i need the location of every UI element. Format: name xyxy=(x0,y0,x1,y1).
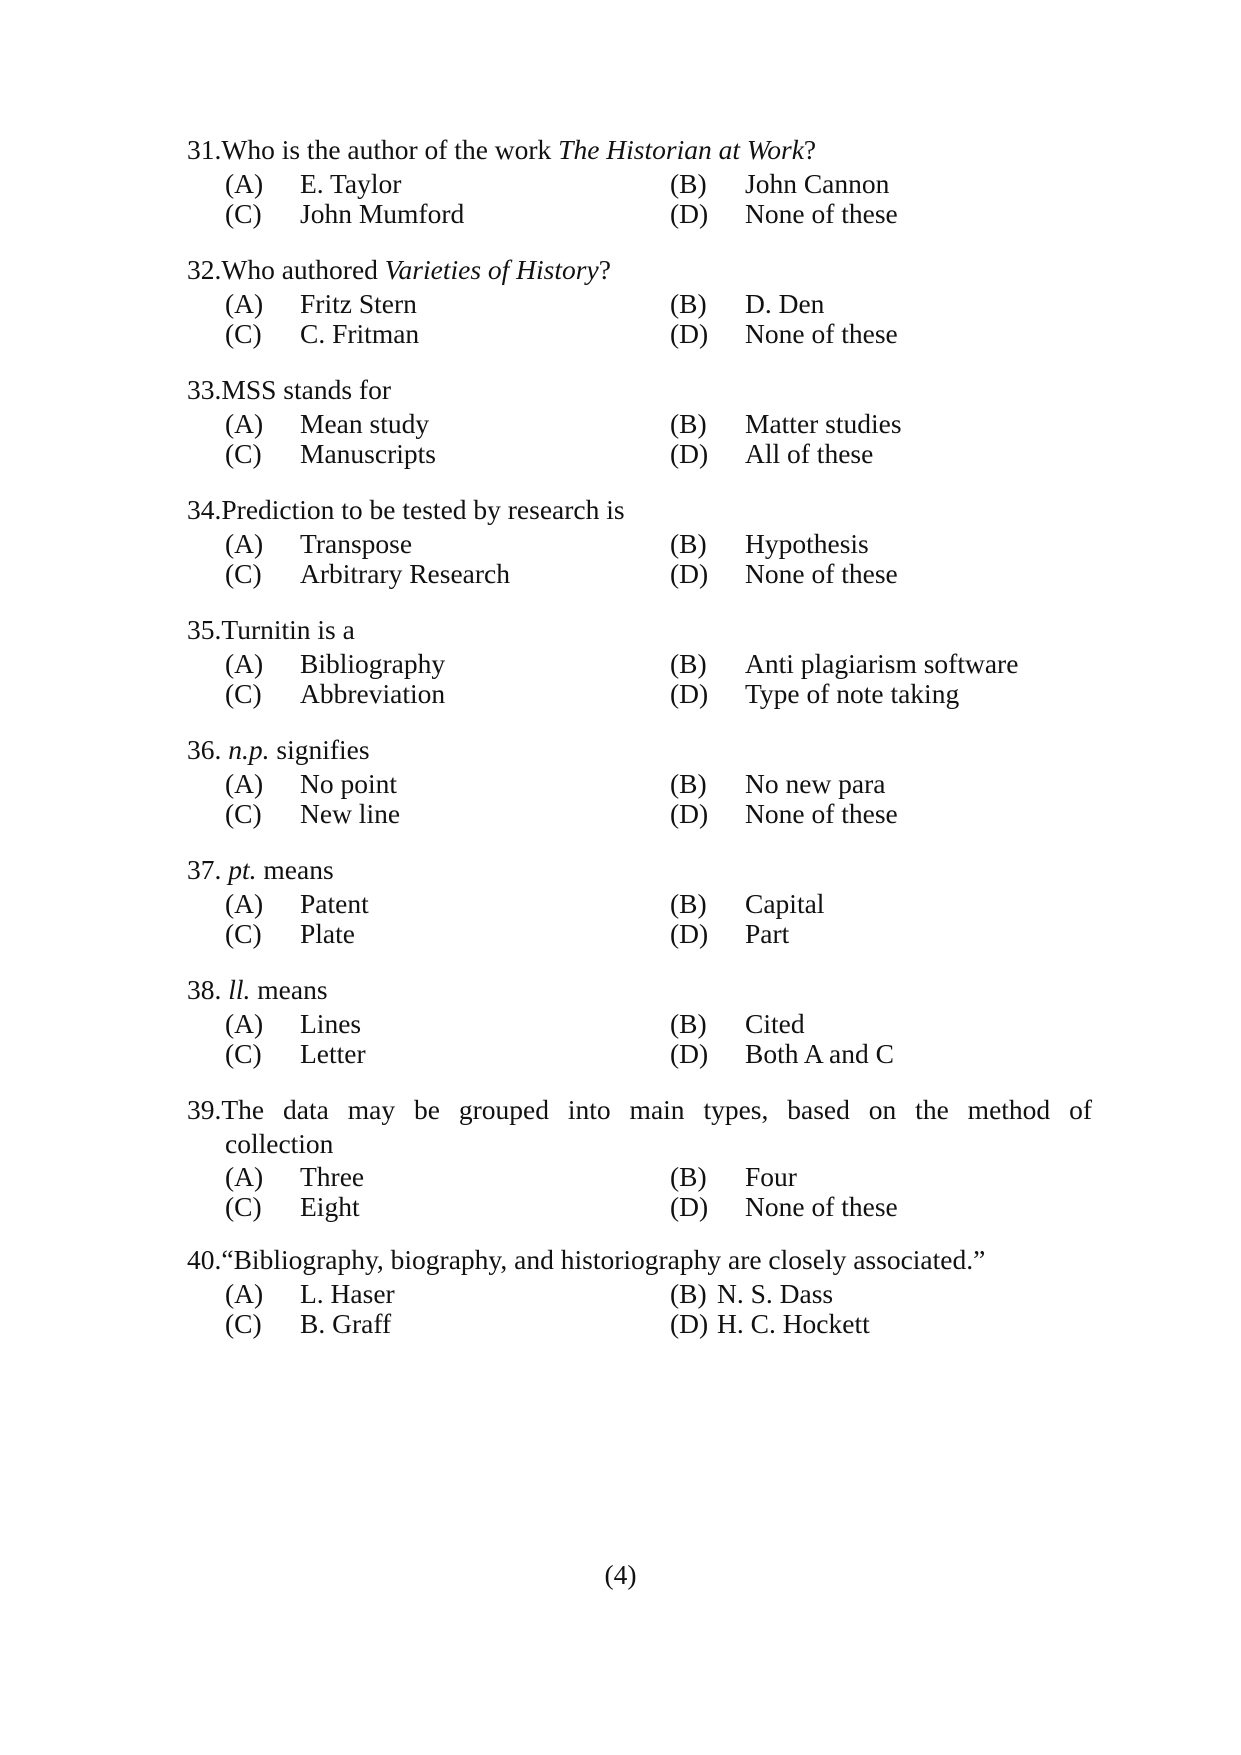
option-letter: (C) xyxy=(225,797,262,829)
question-text-segment: means xyxy=(250,974,328,1005)
option-text: Eight xyxy=(300,1191,360,1223)
option-text: Fritz Stern xyxy=(300,287,417,319)
question-number: 35. xyxy=(187,614,222,645)
question-text-segment: signifies xyxy=(269,734,370,765)
question-stem xyxy=(187,253,1092,287)
question-text xyxy=(228,973,1092,1007)
question-text xyxy=(228,733,1092,767)
question-text-segment: ? xyxy=(598,254,611,285)
option-letter: (C) xyxy=(225,197,262,229)
option-text: None of these xyxy=(745,197,898,229)
option-text: Manuscripts xyxy=(300,437,436,469)
option-letter: (D) xyxy=(670,197,709,229)
option-text: Arbitrary Research xyxy=(300,557,510,589)
question-number: 38. xyxy=(187,974,229,1005)
option-letter: (D) xyxy=(670,1307,709,1339)
option-letter: (D) xyxy=(670,1037,709,1069)
option-letter: (D) xyxy=(670,917,709,949)
question-39 xyxy=(187,1093,1092,1227)
option-text: All of these xyxy=(745,437,874,469)
question-title-italic: n.p. xyxy=(228,734,270,765)
question-text xyxy=(221,613,1092,647)
question-title-italic: The Historian at Work xyxy=(558,134,804,165)
option-text: None of these xyxy=(745,797,898,829)
option-letter: (A) xyxy=(225,1007,264,1039)
question-text-continuation: collection xyxy=(225,1127,334,1159)
option-letter: (B) xyxy=(670,287,707,319)
question-text xyxy=(221,253,1092,287)
question-text-segment: The data may be grouped into main types, based on the method of xyxy=(221,1094,1092,1125)
option-text: John Cannon xyxy=(745,167,890,199)
option-text: Part xyxy=(745,917,790,949)
option-letter: (B) xyxy=(670,1277,707,1309)
option-text: Three xyxy=(300,1161,365,1193)
option-letter: (D) xyxy=(670,317,709,349)
options-grid xyxy=(187,887,1092,954)
option-text: Plate xyxy=(300,917,355,949)
option-letter: (A) xyxy=(225,767,264,799)
options-grid xyxy=(187,647,1092,714)
option-text: Patent xyxy=(300,887,369,919)
question-number: 34. xyxy=(187,494,222,525)
option-text: Anti plagiarism software xyxy=(745,647,1019,679)
option-letter: (A) xyxy=(225,167,264,199)
options-grid xyxy=(187,287,1092,354)
option-text: Abbreviation xyxy=(300,677,446,709)
option-text: None of these xyxy=(745,557,898,589)
option-letter: (B) xyxy=(670,887,707,919)
question-text xyxy=(221,493,1092,527)
option-text: Bibliography xyxy=(300,647,446,679)
question-text-segment: Who authored xyxy=(221,254,385,285)
option-letter: (A) xyxy=(225,1161,264,1193)
option-text: Matter studies xyxy=(745,407,902,439)
option-text: New line xyxy=(300,797,401,829)
option-letter: (A) xyxy=(225,527,264,559)
option-letter: (C) xyxy=(225,917,262,949)
option-text: Mean study xyxy=(300,407,430,439)
option-text: Lines xyxy=(300,1007,362,1039)
question-text-segment: “Bibliography, biography, and historiography are closely associated.” xyxy=(221,1244,986,1275)
option-text: H. C. Hockett xyxy=(717,1307,870,1339)
question-31 xyxy=(187,133,1092,234)
option-letter: (C) xyxy=(225,317,262,349)
option-text: Transpose xyxy=(300,527,413,559)
option-text: Letter xyxy=(300,1037,366,1069)
option-text: B. Graff xyxy=(300,1307,392,1339)
question-number: 36. xyxy=(187,734,229,765)
option-letter: (C) xyxy=(225,437,262,469)
question-stem xyxy=(187,493,1092,527)
question-text xyxy=(228,853,1092,887)
options-grid xyxy=(187,767,1092,834)
options-grid xyxy=(187,407,1092,474)
question-33 xyxy=(187,373,1092,474)
question-stem xyxy=(187,373,1092,407)
question-text-segment: Who is the author of the work xyxy=(221,134,559,165)
option-text: Four xyxy=(745,1161,797,1193)
question-number: 32. xyxy=(187,254,222,285)
option-letter: (D) xyxy=(670,1191,709,1223)
option-text: L. Haser xyxy=(300,1277,395,1309)
option-text: None of these xyxy=(745,317,898,349)
question-stem xyxy=(187,613,1092,647)
option-letter: (C) xyxy=(225,677,262,709)
option-text: John Mumford xyxy=(300,197,465,229)
option-letter: (D) xyxy=(670,557,709,589)
option-text: None of these xyxy=(745,1191,898,1223)
question-text-segment: ? xyxy=(803,134,817,165)
question-32 xyxy=(187,253,1092,354)
option-letter: (C) xyxy=(225,1037,262,1069)
option-text: C. Fritman xyxy=(300,317,420,349)
question-text xyxy=(221,373,1092,407)
question-stem xyxy=(187,853,1092,887)
question-34 xyxy=(187,493,1092,594)
question-title-italic: pt. xyxy=(228,854,257,885)
question-number: 33. xyxy=(187,374,222,405)
option-text: No point xyxy=(300,767,398,799)
option-letter: (A) xyxy=(225,407,264,439)
options-grid xyxy=(187,1160,1092,1227)
option-letter: (D) xyxy=(670,797,709,829)
question-text-segment: means xyxy=(256,854,334,885)
options-grid xyxy=(187,167,1092,234)
question-stem xyxy=(187,1093,1092,1127)
option-text: Both A and C xyxy=(745,1037,894,1069)
option-text: Cited xyxy=(745,1007,805,1039)
question-37 xyxy=(187,853,1092,954)
option-letter: (B) xyxy=(670,527,707,559)
question-number: 31. xyxy=(187,134,222,165)
question-number: 39. xyxy=(187,1094,222,1125)
page-number: (4) xyxy=(604,1559,637,1590)
options-grid xyxy=(187,1277,1092,1344)
question-number: 40. xyxy=(187,1244,222,1275)
question-text-segment: Turnitin is a xyxy=(221,614,355,645)
question-text xyxy=(221,133,1092,167)
option-text: Type of note taking xyxy=(745,677,960,709)
option-text: No new para xyxy=(745,767,886,799)
question-stem xyxy=(187,133,1092,167)
question-40 xyxy=(187,1243,1092,1344)
option-letter: (B) xyxy=(670,407,707,439)
question-stem xyxy=(187,733,1092,767)
question-35 xyxy=(187,613,1092,714)
option-text: D. Den xyxy=(745,287,825,319)
option-letter: (D) xyxy=(670,437,709,469)
option-text: E. Taylor xyxy=(300,167,402,199)
option-letter: (A) xyxy=(225,887,264,919)
option-text: N. S. Dass xyxy=(717,1277,834,1309)
option-letter: (B) xyxy=(670,167,707,199)
question-title-italic: ll. xyxy=(228,974,251,1005)
question-text xyxy=(221,1243,1092,1277)
question-title-italic: Varieties of History xyxy=(384,254,599,285)
question-stem xyxy=(187,973,1092,1007)
option-letter: (B) xyxy=(670,1161,707,1193)
option-letter: (C) xyxy=(225,557,262,589)
option-letter: (B) xyxy=(670,1007,707,1039)
question-text-segment: Prediction to be tested by research is xyxy=(221,494,625,525)
option-letter: (B) xyxy=(670,647,707,679)
options-grid xyxy=(187,527,1092,594)
option-letter: (D) xyxy=(670,677,709,709)
option-letter: (A) xyxy=(225,287,264,319)
option-letter: (C) xyxy=(225,1191,262,1223)
option-letter: (B) xyxy=(670,767,707,799)
options-grid xyxy=(187,1007,1092,1074)
option-text: Hypothesis xyxy=(745,527,869,559)
option-letter: (A) xyxy=(225,647,264,679)
question-text xyxy=(221,1093,1092,1127)
option-letter: (A) xyxy=(225,1277,264,1309)
option-letter: (C) xyxy=(225,1307,262,1339)
question-number: 37. xyxy=(187,854,229,885)
option-text: Capital xyxy=(745,887,825,919)
question-36 xyxy=(187,733,1092,834)
question-38 xyxy=(187,973,1092,1074)
question-text-segment: MSS stands for xyxy=(221,374,391,405)
question-stem xyxy=(187,1243,1092,1277)
